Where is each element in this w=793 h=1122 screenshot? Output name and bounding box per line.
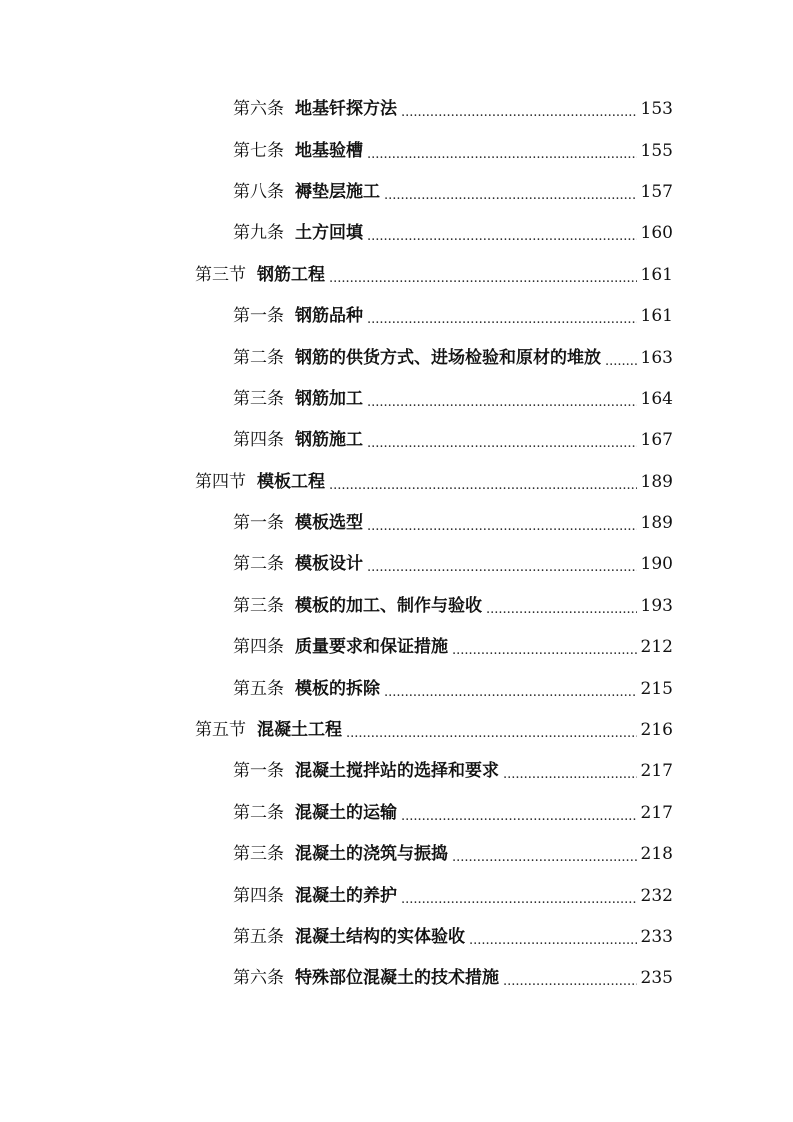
- toc-dot-leader: [452, 644, 637, 657]
- toc-entry-title: 模板工程: [257, 471, 325, 492]
- toc-article-entry[interactable]: [0, 420, 673, 461]
- toc-article-entry[interactable]: [0, 751, 673, 792]
- toc-section-entry[interactable]: [0, 710, 673, 751]
- toc-dot-leader: [367, 148, 637, 161]
- toc-entry-number: 第一条: [233, 306, 284, 327]
- toc-entry-page-number: 217: [640, 802, 673, 823]
- toc-entry-page-number: 190: [640, 554, 673, 575]
- toc-entry-page-number: 216: [640, 720, 673, 741]
- toc-article-entry[interactable]: [0, 172, 673, 213]
- toc-article-entry[interactable]: [0, 503, 673, 544]
- toc-entry-number: 第一条: [233, 761, 284, 782]
- toc-dot-leader: [367, 437, 637, 450]
- toc-dot-leader: [329, 272, 637, 285]
- toc-article-entry[interactable]: [0, 337, 673, 378]
- toc-entry-number: 第九条: [233, 223, 284, 244]
- toc-entry-number: 第二条: [233, 347, 284, 368]
- toc-entry-title: 混凝土的浇筑与振捣: [295, 844, 448, 865]
- toc-entry-number: 第四条: [233, 637, 284, 658]
- toc-entry-title: 钢筋施工: [295, 430, 363, 451]
- toc-entry-number: 第三条: [233, 844, 284, 865]
- toc-section-entry[interactable]: [0, 255, 673, 296]
- toc-entry-title: 特殊部位混凝土的技术措施: [295, 968, 499, 989]
- toc-article-entry[interactable]: [0, 793, 673, 834]
- toc-dot-leader: [384, 686, 637, 699]
- toc-article-entry[interactable]: [0, 917, 673, 958]
- toc-entry-title: 褥垫层施工: [295, 181, 380, 202]
- toc-article-entry[interactable]: [0, 834, 673, 875]
- toc-dot-leader: [401, 893, 637, 906]
- toc-dot-leader: [367, 230, 637, 243]
- toc-entry-title: 混凝土搅拌站的选择和要求: [295, 761, 499, 782]
- toc-entry-number: 第七条: [233, 140, 284, 161]
- toc-entry-title: 混凝土工程: [257, 720, 342, 741]
- toc-entry-number: 第四节: [195, 471, 246, 492]
- toc-entry-page-number: 212: [640, 637, 673, 658]
- toc-entry-page-number: 157: [640, 181, 673, 202]
- toc-entry-page-number: 160: [640, 223, 673, 244]
- toc-entry-page-number: 167: [640, 430, 673, 451]
- toc-article-entry[interactable]: [0, 875, 673, 916]
- table-of-contents: [0, 89, 793, 1000]
- toc-article-entry[interactable]: [0, 89, 673, 130]
- toc-article-entry[interactable]: [0, 130, 673, 171]
- toc-entry-number: 第四条: [233, 430, 284, 451]
- toc-article-entry[interactable]: [0, 296, 673, 337]
- toc-entry-page-number: 215: [640, 678, 673, 699]
- toc-article-entry[interactable]: [0, 627, 673, 668]
- toc-entry-number: 第一条: [233, 513, 284, 534]
- toc-dot-leader: [329, 479, 637, 492]
- toc-entry-page-number: 189: [640, 513, 673, 534]
- toc-entry-title: 模板的加工、制作与验收: [295, 595, 482, 616]
- toc-dot-leader: [401, 810, 637, 823]
- toc-dot-leader: [452, 851, 637, 864]
- toc-entry-number: 第二条: [233, 554, 284, 575]
- toc-entry-number: 第三条: [233, 388, 284, 409]
- toc-entry-title: 钢筋加工: [295, 388, 363, 409]
- toc-dot-leader: [367, 520, 637, 533]
- toc-entry-page-number: 193: [640, 595, 673, 616]
- toc-article-entry[interactable]: [0, 544, 673, 585]
- toc-entry-page-number: 189: [640, 471, 673, 492]
- toc-entry-title: 混凝土的运输: [295, 802, 397, 823]
- toc-dot-leader: [605, 355, 637, 368]
- toc-article-entry[interactable]: [0, 379, 673, 420]
- toc-entry-title: 模板的拆除: [295, 678, 380, 699]
- toc-entry-title: 地基钎探方法: [295, 99, 397, 120]
- toc-entry-title: 模板选型: [295, 513, 363, 534]
- toc-dot-leader: [367, 313, 637, 326]
- toc-dot-leader: [367, 396, 637, 409]
- toc-entry-page-number: 163: [640, 347, 673, 368]
- toc-entry-number: 第三条: [233, 595, 284, 616]
- toc-entry-title: 土方回填: [295, 223, 363, 244]
- toc-entry-title: 质量要求和保证措施: [295, 637, 448, 658]
- toc-dot-leader: [469, 934, 637, 947]
- toc-entry-page-number: 218: [640, 844, 673, 865]
- toc-entry-title: 模板设计: [295, 554, 363, 575]
- toc-entry-page-number: 161: [640, 306, 673, 327]
- toc-entry-number: 第六条: [233, 99, 284, 120]
- toc-entry-page-number: 233: [640, 927, 673, 947]
- toc-dot-leader: [503, 975, 637, 988]
- toc-entry-page-number: 164: [640, 388, 673, 409]
- toc-entry-number: 第六条: [233, 968, 284, 989]
- toc-entry-number: 第五条: [233, 678, 284, 699]
- toc-entry-title: 钢筋的供货方式、进场检验和原材的堆放: [295, 347, 601, 368]
- toc-entry-title: 钢筋品种: [295, 306, 363, 327]
- toc-section-entry[interactable]: [0, 462, 673, 503]
- toc-entry-title: 混凝土结构的实体验收: [295, 927, 465, 947]
- toc-entry-number: 第四条: [233, 885, 284, 906]
- toc-entry-page-number: 161: [640, 264, 673, 285]
- toc-entry-number: 第八条: [233, 181, 284, 202]
- toc-dot-leader: [367, 561, 637, 574]
- toc-entry-title: 钢筋工程: [257, 264, 325, 285]
- toc-entry-number: 第三节: [195, 264, 246, 285]
- toc-article-entry[interactable]: [0, 213, 673, 254]
- toc-entry-page-number: 217: [640, 761, 673, 782]
- toc-entry-page-number: 155: [640, 140, 673, 161]
- toc-dot-leader: [346, 727, 637, 740]
- toc-entry-title: 混凝土的养护: [295, 885, 397, 906]
- toc-entry-number: 第二条: [233, 802, 284, 823]
- toc-entry-title: 地基验槽: [295, 140, 363, 161]
- toc-entry-page-number: 232: [640, 885, 673, 906]
- toc-entry-number: 第五节: [195, 720, 246, 741]
- toc-entry-page-number: 153: [640, 99, 673, 120]
- toc-entry-page-number: 235: [640, 968, 673, 989]
- toc-article-entry[interactable]: [0, 958, 673, 999]
- toc-dot-leader: [401, 106, 637, 119]
- toc-article-entry[interactable]: [0, 668, 673, 709]
- toc-entry-number: 第五条: [233, 927, 284, 947]
- toc-dot-leader: [384, 189, 637, 202]
- toc-dot-leader: [486, 603, 637, 616]
- toc-article-entry[interactable]: [0, 586, 673, 627]
- toc-dot-leader: [503, 768, 637, 781]
